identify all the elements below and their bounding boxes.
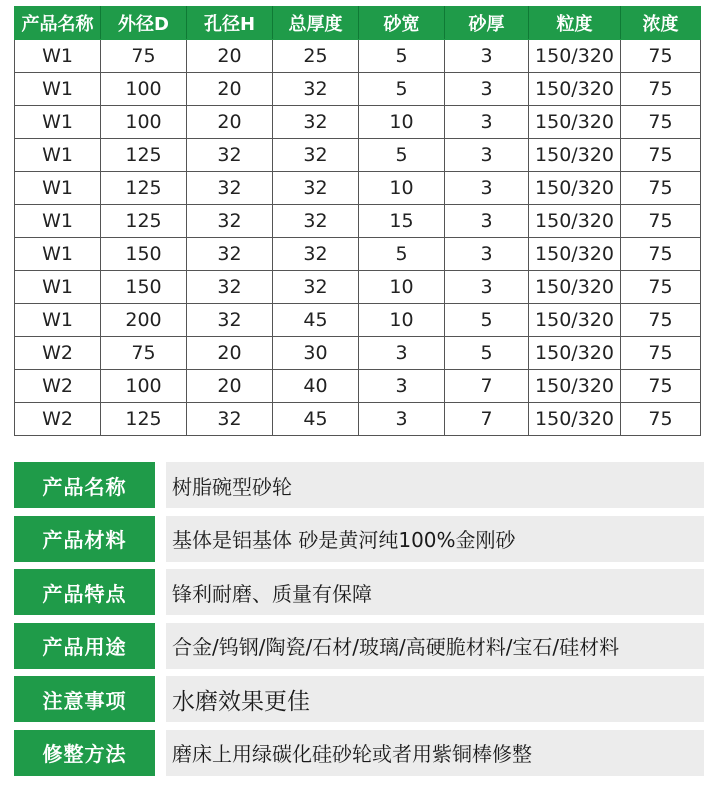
info-label-name: 产品名称 bbox=[14, 462, 155, 508]
table-row bbox=[15, 271, 701, 304]
table-header-row bbox=[15, 7, 701, 40]
cell-outer-diameter: 100 bbox=[101, 106, 187, 139]
cell-outer-diameter: 125 bbox=[101, 403, 187, 436]
header-abrasive-thickness: 砂厚 bbox=[445, 7, 529, 40]
cell-product-name: W1 bbox=[15, 271, 101, 304]
table-row bbox=[15, 205, 701, 238]
cell-abrasive-thickness: 3 bbox=[445, 106, 529, 139]
cell-outer-diameter: 100 bbox=[101, 73, 187, 106]
cell-product-name: W1 bbox=[15, 172, 101, 205]
cell-grit: 150/320 bbox=[529, 172, 621, 205]
cell-total-thickness: 25 bbox=[273, 40, 359, 73]
cell-grit: 150/320 bbox=[529, 370, 621, 403]
cell-concentration: 75 bbox=[621, 205, 701, 238]
header-concentration: 浓度 bbox=[621, 7, 701, 40]
table-row bbox=[15, 172, 701, 205]
info-row-notes bbox=[14, 676, 704, 722]
cell-abrasive-width: 15 bbox=[359, 205, 445, 238]
info-value-notes: 水磨效果更佳 bbox=[166, 676, 704, 722]
info-row-dressing bbox=[14, 730, 704, 776]
cell-abrasive-width: 5 bbox=[359, 139, 445, 172]
cell-outer-diameter: 75 bbox=[101, 40, 187, 73]
info-value-usage: 合金/钨钢/陶瓷/石材/玻璃/高硬脆材料/宝石/硅材料 bbox=[166, 623, 704, 669]
cell-outer-diameter: 150 bbox=[101, 271, 187, 304]
cell-total-thickness: 30 bbox=[273, 337, 359, 370]
cell-abrasive-thickness: 7 bbox=[445, 370, 529, 403]
cell-concentration: 75 bbox=[621, 271, 701, 304]
cell-abrasive-width: 10 bbox=[359, 106, 445, 139]
cell-concentration: 75 bbox=[621, 370, 701, 403]
table-row bbox=[15, 139, 701, 172]
cell-outer-diameter: 125 bbox=[101, 172, 187, 205]
cell-hole-diameter: 20 bbox=[187, 370, 273, 403]
cell-abrasive-thickness: 3 bbox=[445, 172, 529, 205]
cell-abrasive-width: 5 bbox=[359, 73, 445, 106]
info-label-usage: 产品用途 bbox=[14, 623, 155, 669]
cell-outer-diameter: 100 bbox=[101, 370, 187, 403]
table-body bbox=[15, 40, 701, 436]
cell-outer-diameter: 200 bbox=[101, 304, 187, 337]
cell-grit: 150/320 bbox=[529, 106, 621, 139]
cell-total-thickness: 45 bbox=[273, 403, 359, 436]
info-row-features bbox=[14, 569, 704, 615]
cell-product-name: W1 bbox=[15, 73, 101, 106]
cell-product-name: W2 bbox=[15, 403, 101, 436]
info-value-features: 锋利耐磨、质量有保障 bbox=[166, 569, 704, 615]
table-row bbox=[15, 304, 701, 337]
cell-grit: 150/320 bbox=[529, 403, 621, 436]
cell-abrasive-thickness: 5 bbox=[445, 337, 529, 370]
header-total-thickness: 总厚度 bbox=[273, 7, 359, 40]
header-outer-diameter: 外径D bbox=[101, 7, 187, 40]
cell-product-name: W2 bbox=[15, 337, 101, 370]
cell-abrasive-thickness: 3 bbox=[445, 238, 529, 271]
cell-concentration: 75 bbox=[621, 40, 701, 73]
cell-outer-diameter: 125 bbox=[101, 205, 187, 238]
cell-total-thickness: 32 bbox=[273, 172, 359, 205]
cell-concentration: 75 bbox=[621, 304, 701, 337]
cell-hole-diameter: 32 bbox=[187, 205, 273, 238]
table-row bbox=[15, 337, 701, 370]
table-row bbox=[15, 106, 701, 139]
cell-abrasive-width: 5 bbox=[359, 238, 445, 271]
cell-total-thickness: 32 bbox=[273, 238, 359, 271]
cell-outer-diameter: 75 bbox=[101, 337, 187, 370]
table-row bbox=[15, 370, 701, 403]
cell-abrasive-width: 10 bbox=[359, 172, 445, 205]
cell-grit: 150/320 bbox=[529, 304, 621, 337]
cell-total-thickness: 32 bbox=[273, 139, 359, 172]
info-row-name bbox=[14, 462, 704, 508]
cell-hole-diameter: 20 bbox=[187, 337, 273, 370]
info-label-features: 产品特点 bbox=[14, 569, 155, 615]
cell-total-thickness: 45 bbox=[273, 304, 359, 337]
cell-product-name: W1 bbox=[15, 139, 101, 172]
cell-concentration: 75 bbox=[621, 403, 701, 436]
cell-abrasive-width: 10 bbox=[359, 271, 445, 304]
cell-total-thickness: 32 bbox=[273, 271, 359, 304]
cell-abrasive-thickness: 3 bbox=[445, 139, 529, 172]
cell-hole-diameter: 32 bbox=[187, 238, 273, 271]
cell-grit: 150/320 bbox=[529, 139, 621, 172]
cell-hole-diameter: 32 bbox=[187, 172, 273, 205]
cell-hole-diameter: 32 bbox=[187, 271, 273, 304]
cell-concentration: 75 bbox=[621, 73, 701, 106]
cell-hole-diameter: 20 bbox=[187, 106, 273, 139]
cell-abrasive-thickness: 3 bbox=[445, 73, 529, 106]
header-abrasive-width: 砂宽 bbox=[359, 7, 445, 40]
cell-abrasive-width: 3 bbox=[359, 370, 445, 403]
cell-abrasive-thickness: 3 bbox=[445, 40, 529, 73]
cell-grit: 150/320 bbox=[529, 73, 621, 106]
cell-grit: 150/320 bbox=[529, 205, 621, 238]
table-row bbox=[15, 40, 701, 73]
header-grit: 粒度 bbox=[529, 7, 621, 40]
cell-product-name: W1 bbox=[15, 238, 101, 271]
cell-hole-diameter: 32 bbox=[187, 403, 273, 436]
cell-concentration: 75 bbox=[621, 337, 701, 370]
cell-abrasive-thickness: 7 bbox=[445, 403, 529, 436]
info-row-material bbox=[14, 516, 704, 562]
cell-abrasive-thickness: 3 bbox=[445, 205, 529, 238]
product-info-list bbox=[14, 462, 704, 783]
table-row bbox=[15, 238, 701, 271]
spec-table bbox=[14, 6, 701, 436]
info-row-usage bbox=[14, 623, 704, 669]
cell-grit: 150/320 bbox=[529, 271, 621, 304]
cell-grit: 150/320 bbox=[529, 337, 621, 370]
cell-outer-diameter: 150 bbox=[101, 238, 187, 271]
cell-hole-diameter: 32 bbox=[187, 304, 273, 337]
cell-total-thickness: 32 bbox=[273, 106, 359, 139]
cell-abrasive-width: 10 bbox=[359, 304, 445, 337]
cell-abrasive-thickness: 3 bbox=[445, 271, 529, 304]
cell-product-name: W1 bbox=[15, 106, 101, 139]
cell-grit: 150/320 bbox=[529, 238, 621, 271]
cell-hole-diameter: 20 bbox=[187, 40, 273, 73]
header-product-name: 产品名称 bbox=[15, 7, 101, 40]
cell-outer-diameter: 125 bbox=[101, 139, 187, 172]
cell-product-name: W2 bbox=[15, 370, 101, 403]
cell-abrasive-thickness: 5 bbox=[445, 304, 529, 337]
cell-concentration: 75 bbox=[621, 106, 701, 139]
cell-hole-diameter: 32 bbox=[187, 139, 273, 172]
cell-abrasive-width: 5 bbox=[359, 40, 445, 73]
cell-product-name: W1 bbox=[15, 304, 101, 337]
header-hole-diameter: 孔径H bbox=[187, 7, 273, 40]
info-label-material: 产品材料 bbox=[14, 516, 155, 562]
cell-concentration: 75 bbox=[621, 238, 701, 271]
info-label-dressing: 修整方法 bbox=[14, 730, 155, 776]
cell-total-thickness: 32 bbox=[273, 205, 359, 238]
cell-grit: 150/320 bbox=[529, 40, 621, 73]
cell-product-name: W1 bbox=[15, 205, 101, 238]
cell-hole-diameter: 20 bbox=[187, 73, 273, 106]
cell-total-thickness: 40 bbox=[273, 370, 359, 403]
table-row bbox=[15, 73, 701, 106]
table-row bbox=[15, 403, 701, 436]
cell-product-name: W1 bbox=[15, 40, 101, 73]
info-value-name: 树脂碗型砂轮 bbox=[166, 462, 704, 508]
cell-concentration: 75 bbox=[621, 139, 701, 172]
info-value-material: 基体是铝基体 砂是黄河纯100%金刚砂 bbox=[166, 516, 704, 562]
info-label-notes: 注意事项 bbox=[14, 676, 155, 722]
cell-abrasive-width: 3 bbox=[359, 403, 445, 436]
info-value-dressing: 磨床上用绿碳化硅砂轮或者用紫铜棒修整 bbox=[166, 730, 704, 776]
cell-total-thickness: 32 bbox=[273, 73, 359, 106]
cell-concentration: 75 bbox=[621, 172, 701, 205]
cell-abrasive-width: 3 bbox=[359, 337, 445, 370]
